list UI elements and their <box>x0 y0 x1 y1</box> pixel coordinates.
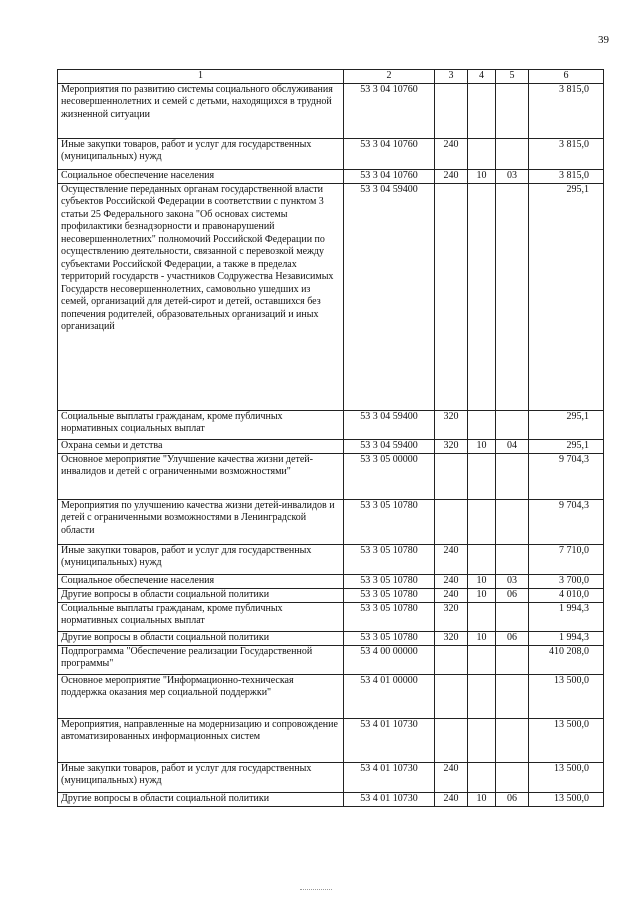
row-expense-type-cell <box>435 83 468 138</box>
row-name-cell: Подпрограмма "Обеспечение реализации Государственной программы" <box>58 645 344 674</box>
row-expense-type-cell: 240 <box>435 762 468 792</box>
row-subsection-cell <box>496 762 529 792</box>
row-name-cell: Осуществление переданных органам государственной власти субъектов Российской Федерации в соответствии с пунктом 3 статьи 25 Федерального закона "Об основах системы профилактики безнадзорности и правонарушений несовершеннолетних" полномочий Российской Федерации по осуществлению деятельности, связанной с перевозкой между субъектами Российской Федерации, а также в пределах территорий государств - участников Содружества Независимых Государств несовершеннолетних, самовольно ушедших из семей, организаций для детей-сирот и детей, оставшихся без попечения родителей, образовательных организаций и иных организаций <box>58 183 344 410</box>
row-name-cell: Мероприятия по улучшению качества жизни детей-инвалидов и детей с ограниченными возможностями в Ленинградской области <box>58 499 344 544</box>
row-section-cell <box>468 499 496 544</box>
row-code-cell: 53 3 05 10780 <box>344 631 435 645</box>
row-amount-cell: 3 815,0 <box>529 83 604 138</box>
row-subsection-cell: 03 <box>496 169 529 183</box>
row-expense-type-cell: 240 <box>435 574 468 588</box>
row-code-cell: 53 3 04 59400 <box>344 439 435 453</box>
table-row <box>58 718 604 762</box>
row-expense-type-cell <box>435 183 468 410</box>
row-expense-type-cell: 240 <box>435 138 468 169</box>
row-subsection-cell <box>496 718 529 762</box>
row-section-cell <box>468 762 496 792</box>
row-section-cell: 10 <box>468 439 496 453</box>
row-subsection-cell <box>496 499 529 544</box>
row-expense-type-cell <box>435 645 468 674</box>
row-section-cell <box>468 453 496 499</box>
row-amount-cell: 13 500,0 <box>529 792 604 806</box>
row-code-cell: 53 3 05 10780 <box>344 588 435 602</box>
row-expense-type-cell: 320 <box>435 439 468 453</box>
table-row <box>58 183 604 410</box>
row-expense-type-cell <box>435 499 468 544</box>
row-subsection-cell <box>496 453 529 499</box>
row-name-cell: Социальное обеспечение населения <box>58 169 344 183</box>
row-name-cell: Основное мероприятие "Улучшение качества жизни детей-инвалидов и детей с ограниченными возможностями" <box>58 453 344 499</box>
row-amount-cell: 3 700,0 <box>529 574 604 588</box>
row-section-cell: 10 <box>468 169 496 183</box>
row-amount-cell: 295,1 <box>529 410 604 439</box>
row-expense-type-cell: 240 <box>435 544 468 574</box>
row-amount-cell: 295,1 <box>529 183 604 410</box>
row-expense-type-cell: 240 <box>435 792 468 806</box>
budget-table <box>57 69 604 807</box>
row-code-cell: 53 3 05 10780 <box>344 602 435 631</box>
row-expense-type-cell <box>435 674 468 718</box>
row-code-cell: 53 3 04 10760 <box>344 83 435 138</box>
row-code-cell: 53 3 05 10780 <box>344 499 435 544</box>
row-amount-cell: 7 710,0 <box>529 544 604 574</box>
table-row <box>58 453 604 499</box>
header-cell: 2 <box>344 70 435 84</box>
table-row <box>58 588 604 602</box>
table-row <box>58 674 604 718</box>
row-name-cell: Другие вопросы в области социальной политики <box>58 588 344 602</box>
row-subsection-cell <box>496 410 529 439</box>
row-section-cell <box>468 718 496 762</box>
row-name-cell: Другие вопросы в области социальной политики <box>58 792 344 806</box>
row-code-cell: 53 4 01 00000 <box>344 674 435 718</box>
table-row <box>58 499 604 544</box>
table-row <box>58 83 604 138</box>
header-cell: 5 <box>496 70 529 84</box>
row-subsection-cell: 06 <box>496 588 529 602</box>
row-code-cell: 53 3 04 10760 <box>344 138 435 169</box>
row-expense-type-cell: 320 <box>435 410 468 439</box>
row-subsection-cell: 03 <box>496 574 529 588</box>
row-section-cell <box>468 645 496 674</box>
table-row <box>58 792 604 806</box>
row-expense-type-cell <box>435 718 468 762</box>
row-section-cell <box>468 410 496 439</box>
row-section-cell <box>468 183 496 410</box>
row-amount-cell: 13 500,0 <box>529 718 604 762</box>
row-subsection-cell <box>496 645 529 674</box>
row-name-cell: Социальное обеспечение населения <box>58 574 344 588</box>
row-subsection-cell <box>496 183 529 410</box>
row-name-cell: Иные закупки товаров, работ и услуг для государственных (муниципальных) нужд <box>58 138 344 169</box>
row-amount-cell: 9 704,3 <box>529 499 604 544</box>
row-section-cell <box>468 138 496 169</box>
table-row <box>58 631 604 645</box>
row-name-cell: Основное мероприятие "Информационно-техническая поддержка оказания мер социальной поддержки" <box>58 674 344 718</box>
header-row <box>58 70 604 84</box>
table-row <box>58 645 604 674</box>
row-name-cell: Другие вопросы в области социальной политики <box>58 631 344 645</box>
row-amount-cell: 295,1 <box>529 439 604 453</box>
row-section-cell <box>468 674 496 718</box>
row-expense-type-cell: 320 <box>435 631 468 645</box>
header-cell: 3 <box>435 70 468 84</box>
row-subsection-cell <box>496 83 529 138</box>
row-section-cell: 10 <box>468 588 496 602</box>
table-row <box>58 544 604 574</box>
row-code-cell: 53 3 05 10780 <box>344 544 435 574</box>
row-code-cell: 53 4 01 10730 <box>344 792 435 806</box>
row-subsection-cell: 04 <box>496 439 529 453</box>
row-amount-cell: 13 500,0 <box>529 674 604 718</box>
row-section-cell <box>468 544 496 574</box>
row-subsection-cell <box>496 544 529 574</box>
row-name-cell: Охрана семьи и детства <box>58 439 344 453</box>
row-amount-cell: 9 704,3 <box>529 453 604 499</box>
row-name-cell: Мероприятия по развитию системы социального обслуживания несовершеннолетних и семей с детьми, находящихся в трудной жизненной ситуации <box>58 83 344 138</box>
row-subsection-cell: 06 <box>496 631 529 645</box>
row-section-cell: 10 <box>468 631 496 645</box>
row-code-cell: 53 4 00 00000 <box>344 645 435 674</box>
row-expense-type-cell: 240 <box>435 588 468 602</box>
row-subsection-cell <box>496 602 529 631</box>
row-subsection-cell: 06 <box>496 792 529 806</box>
row-name-cell: Мероприятия, направленные на модернизацию и сопровождение автоматизированных информационных систем <box>58 718 344 762</box>
row-code-cell: 53 3 04 59400 <box>344 410 435 439</box>
row-amount-cell: 3 815,0 <box>529 169 604 183</box>
row-name-cell: Социальные выплаты гражданам, кроме публичных нормативных социальных выплат <box>58 602 344 631</box>
row-code-cell: 53 4 01 10730 <box>344 718 435 762</box>
row-amount-cell: 410 208,0 <box>529 645 604 674</box>
table-row <box>58 574 604 588</box>
page-number: 39 <box>598 34 609 46</box>
row-code-cell: 53 3 04 59400 <box>344 183 435 410</box>
row-section-cell <box>468 602 496 631</box>
table-row <box>58 602 604 631</box>
row-subsection-cell <box>496 674 529 718</box>
row-amount-cell: 1 994,3 <box>529 602 604 631</box>
header-cell: 6 <box>529 70 604 84</box>
row-expense-type-cell <box>435 453 468 499</box>
row-section-cell: 10 <box>468 792 496 806</box>
row-code-cell: 53 3 04 10760 <box>344 169 435 183</box>
table-row <box>58 138 604 169</box>
row-amount-cell: 3 815,0 <box>529 138 604 169</box>
row-section-cell <box>468 83 496 138</box>
row-code-cell: 53 4 01 10730 <box>344 762 435 792</box>
table-row <box>58 169 604 183</box>
table-row <box>58 439 604 453</box>
row-expense-type-cell: 320 <box>435 602 468 631</box>
header-cell: 4 <box>468 70 496 84</box>
table-row <box>58 762 604 792</box>
row-name-cell: Социальные выплаты гражданам, кроме публичных нормативных социальных выплат <box>58 410 344 439</box>
row-name-cell: Иные закупки товаров, работ и услуг для государственных (муниципальных) нужд <box>58 762 344 792</box>
row-amount-cell: 4 010,0 <box>529 588 604 602</box>
table-row <box>58 410 604 439</box>
row-code-cell: 53 3 05 00000 <box>344 453 435 499</box>
row-amount-cell: 13 500,0 <box>529 762 604 792</box>
row-code-cell: 53 3 05 10780 <box>344 574 435 588</box>
row-amount-cell: 1 994,3 <box>529 631 604 645</box>
row-expense-type-cell: 240 <box>435 169 468 183</box>
header-cell: 1 <box>58 70 344 84</box>
scan-mark <box>300 889 332 892</box>
row-section-cell: 10 <box>468 574 496 588</box>
row-subsection-cell <box>496 138 529 169</box>
row-name-cell: Иные закупки товаров, работ и услуг для государственных (муниципальных) нужд <box>58 544 344 574</box>
